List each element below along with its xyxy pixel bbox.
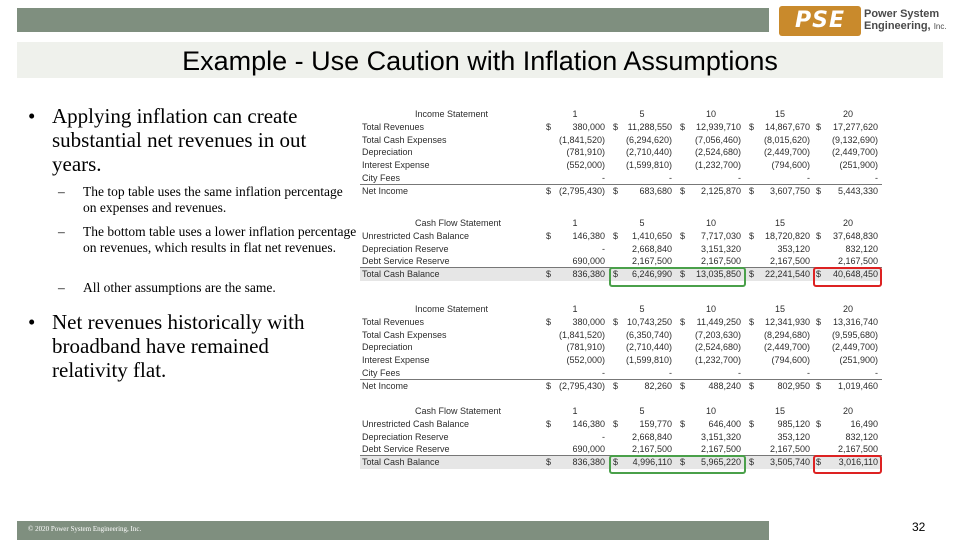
table-row xyxy=(360,146,882,159)
table-cell: (1,232,700) xyxy=(694,160,741,171)
year-header: 5 xyxy=(639,304,645,314)
page-number: 32 xyxy=(912,520,926,534)
table-cell: - xyxy=(669,172,672,183)
bullet-dot: • xyxy=(28,104,36,128)
year-header: 15 xyxy=(774,218,785,228)
row-label: Depreciation xyxy=(362,342,413,353)
dollar-sign: $ xyxy=(546,230,552,241)
table-row xyxy=(360,230,882,243)
table-cell: 3,151,320 xyxy=(700,243,741,254)
table-cell: 12,939,710 xyxy=(695,121,741,132)
table-cell: (9,132,690) xyxy=(831,134,878,145)
row-label: Total Cash Balance xyxy=(362,457,440,468)
table-cell: (2,795,430) xyxy=(558,185,605,196)
table-cell: 2,668,840 xyxy=(631,431,672,442)
table-cell: 22,241,540 xyxy=(764,269,810,280)
table-cell: 380,000 xyxy=(572,121,605,132)
table-cell: 380,000 xyxy=(572,316,605,327)
dollar-sign: $ xyxy=(680,418,686,429)
table-cell: (8,294,680) xyxy=(763,329,810,340)
row-label: Interest Expense xyxy=(362,160,430,171)
dollar-sign: $ xyxy=(816,457,822,468)
table-cell: 10,743,250 xyxy=(626,316,672,327)
top-highlight-red xyxy=(813,267,882,287)
row-label: Depreciation Reserve xyxy=(362,431,449,442)
table-cell: (9,595,680) xyxy=(831,329,878,340)
year-header: 1 xyxy=(572,304,578,314)
table-cell: - xyxy=(807,172,810,183)
row-label: Net Income xyxy=(362,380,409,391)
table-cell: - xyxy=(669,367,672,378)
company-logo xyxy=(779,4,949,38)
table-cell: 3,151,320 xyxy=(700,431,741,442)
table-cell: 353,120 xyxy=(777,243,810,254)
dollar-sign: $ xyxy=(546,380,552,391)
dollar-sign: $ xyxy=(613,269,619,280)
table-header-row xyxy=(360,108,882,121)
table-cell: 985,120 xyxy=(777,418,810,429)
table-cell: 7,717,030 xyxy=(700,230,741,241)
table-row xyxy=(360,134,882,147)
table-cell: 12,341,930 xyxy=(764,316,810,327)
table-cell: (6,350,740) xyxy=(625,329,672,340)
table-cell: 11,449,250 xyxy=(696,316,741,327)
table-cell: (1,599,810) xyxy=(625,355,672,366)
table-header-row xyxy=(360,405,882,418)
year-header: 10 xyxy=(705,218,716,228)
table-cell: 3,607,750 xyxy=(769,185,810,196)
row-label: Total Revenues xyxy=(362,316,425,327)
table-row xyxy=(360,159,882,172)
dollar-sign: $ xyxy=(613,380,619,391)
table-cell: (552,000) xyxy=(566,355,605,366)
table-cell: 5,965,220 xyxy=(700,457,741,468)
table-cell: (794,600) xyxy=(771,355,810,366)
table-cell: - xyxy=(875,172,878,183)
table-cell: (1,841,520) xyxy=(558,329,605,340)
table-cell: (251,900) xyxy=(839,160,878,171)
table-row xyxy=(360,243,882,256)
table-row xyxy=(360,431,882,444)
top-income-table xyxy=(360,108,882,198)
table-cell: 6,246,990 xyxy=(631,269,672,280)
dollar-sign: $ xyxy=(749,380,755,391)
table-cell: (781,910) xyxy=(566,342,605,353)
table-row xyxy=(360,329,882,342)
dollar-sign: $ xyxy=(749,418,755,429)
year-header: 10 xyxy=(705,304,716,314)
dollar-sign: $ xyxy=(680,185,686,196)
bullet-1-text: Applying inflation can create substantial net revenues in out years. xyxy=(52,104,307,176)
table-cell: 1,410,650 xyxy=(631,230,672,241)
year-header: 20 xyxy=(842,218,853,228)
table-cell: 836,380 xyxy=(572,269,605,280)
sub-dash: – xyxy=(58,224,65,239)
dollar-sign: $ xyxy=(749,230,755,241)
table-cell: - xyxy=(738,367,741,378)
dollar-sign: $ xyxy=(546,121,552,132)
table-cell: - xyxy=(875,367,878,378)
dollar-sign: $ xyxy=(613,316,619,327)
table-row xyxy=(360,418,882,431)
table-cell: (2,449,700) xyxy=(831,342,878,353)
year-header: 1 xyxy=(572,109,578,119)
dollar-sign: $ xyxy=(546,316,552,327)
table-cell: 2,167,500 xyxy=(837,256,878,267)
bullet-1 xyxy=(28,104,328,176)
table-cell: 832,120 xyxy=(845,431,878,442)
table-cell: (2,449,700) xyxy=(763,342,810,353)
table-cell: 2,167,500 xyxy=(769,256,810,267)
table-cell: 146,380 xyxy=(572,418,605,429)
table-cell: 1,019,460 xyxy=(837,380,878,391)
table-cell: (8,015,620) xyxy=(763,134,810,145)
table-cell: 2,167,500 xyxy=(769,444,810,455)
sub-dash: – xyxy=(58,184,65,199)
table-cell: - xyxy=(738,172,741,183)
table-cell: 14,867,670 xyxy=(764,121,810,132)
table-cell: 2,668,840 xyxy=(631,243,672,254)
row-label: Total Cash Expenses xyxy=(362,329,447,340)
table-cell: (1,232,700) xyxy=(694,355,741,366)
dollar-sign: $ xyxy=(613,185,619,196)
table-cell: (2,449,700) xyxy=(831,147,878,158)
year-header: 20 xyxy=(842,109,853,119)
year-header: 15 xyxy=(774,304,785,314)
table-cell: (2,524,680) xyxy=(694,342,741,353)
row-label: Debt Service Reserve xyxy=(362,444,450,455)
dollar-sign: $ xyxy=(749,121,755,132)
table-cell: 2,125,870 xyxy=(700,185,741,196)
table-cell: (2,710,440) xyxy=(625,342,672,353)
table-cell: (1,841,520) xyxy=(558,134,605,145)
table-cell: 18,720,820 xyxy=(764,230,810,241)
table-cell: 3,505,740 xyxy=(769,457,810,468)
dollar-sign: $ xyxy=(680,380,686,391)
table-cell: 353,120 xyxy=(777,431,810,442)
dollar-sign: $ xyxy=(816,418,822,429)
sub-bullet-3-text: All other assumptions are the same. xyxy=(83,280,276,295)
table-cell: 832,120 xyxy=(845,243,878,254)
dollar-sign: $ xyxy=(816,185,822,196)
table-row xyxy=(360,380,882,393)
sub-bullet-2-text: The bottom table uses a lower inflation percentage on revenues, which results in flat net revenues. xyxy=(83,224,357,255)
table-cell: (781,910) xyxy=(566,147,605,158)
table-cell: (2,710,440) xyxy=(625,147,672,158)
table-cell: 2,167,500 xyxy=(700,256,741,267)
dollar-sign: $ xyxy=(613,457,619,468)
year-header: 1 xyxy=(572,218,578,228)
dollar-sign: $ xyxy=(816,230,822,241)
dollar-sign: $ xyxy=(546,457,552,468)
table-header-row xyxy=(360,303,882,316)
dollar-sign: $ xyxy=(680,121,686,132)
bottom-highlight-green xyxy=(609,455,746,474)
table-cell: 690,000 xyxy=(572,256,605,267)
table-cell: (2,449,700) xyxy=(763,147,810,158)
table-cell: 4,996,110 xyxy=(632,457,672,468)
year-header: 5 xyxy=(639,218,645,228)
year-header: 15 xyxy=(774,109,785,119)
row-label: Depreciation Reserve xyxy=(362,243,449,254)
year-header: 10 xyxy=(705,109,716,119)
table-cell: 683,680 xyxy=(639,185,672,196)
table-cell: 2,167,500 xyxy=(837,444,878,455)
table-title: Income Statement xyxy=(415,304,489,314)
dollar-sign: $ xyxy=(749,457,755,468)
table-cell: - xyxy=(807,367,810,378)
footer-copyright: © 2020 Power System Engineering, Inc. xyxy=(28,525,142,533)
year-header: 20 xyxy=(842,304,853,314)
logo-mark: PSE xyxy=(779,6,861,36)
table-row xyxy=(360,316,882,329)
table-cell: (2,524,680) xyxy=(694,147,741,158)
table-cell: 16,490 xyxy=(850,418,878,429)
table-cell: 40,648,450 xyxy=(832,269,878,280)
row-label: Depreciation xyxy=(362,147,413,158)
top-highlight-green xyxy=(609,267,746,287)
table-cell: 3,016,110 xyxy=(838,457,878,468)
row-label: Net Income xyxy=(362,185,409,196)
row-label: Unrestricted Cash Balance xyxy=(362,418,470,429)
table-cell: 82,260 xyxy=(644,380,672,391)
sub-bullet-1 xyxy=(58,184,358,216)
dollar-sign: $ xyxy=(613,418,619,429)
table-cell: 146,380 xyxy=(572,230,605,241)
row-label: City Fees xyxy=(362,367,401,378)
dollar-sign: $ xyxy=(680,457,686,468)
bullet-dot: • xyxy=(28,310,36,334)
table-row xyxy=(360,354,882,367)
sub-bullet-3 xyxy=(58,280,358,296)
table-cell: 5,443,330 xyxy=(837,185,878,196)
table-cell: 13,035,850 xyxy=(695,269,741,280)
table-row xyxy=(360,172,882,185)
dollar-sign: $ xyxy=(680,316,686,327)
table-cell: 646,400 xyxy=(708,418,741,429)
bullet-2-text: Net revenues historically with broadband have remained relativity flat. xyxy=(52,310,305,382)
dollar-sign: $ xyxy=(546,269,552,280)
dollar-sign: $ xyxy=(613,230,619,241)
bottom-income-table xyxy=(360,303,882,393)
table-cell: 488,240 xyxy=(708,380,741,391)
dollar-sign: $ xyxy=(816,380,822,391)
table-cell: - xyxy=(602,243,605,254)
table-cell: 17,277,620 xyxy=(832,121,878,132)
sub-dash: – xyxy=(58,280,65,295)
year-header: 1 xyxy=(572,406,578,416)
year-header: 5 xyxy=(639,109,645,119)
row-label: Total Cash Expenses xyxy=(362,134,447,145)
table-cell: (2,795,430) xyxy=(558,380,605,391)
row-label: City Fees xyxy=(362,172,401,183)
dollar-sign: $ xyxy=(546,185,552,196)
dollar-sign: $ xyxy=(546,418,552,429)
sub-bullet-1-text: The top table uses the same inflation percentage on expenses and revenues. xyxy=(83,184,343,215)
table-cell: 13,316,740 xyxy=(832,316,878,327)
dollar-sign: $ xyxy=(816,316,822,327)
logo-line-1: Power System xyxy=(864,8,940,20)
table-cell: (7,056,460) xyxy=(694,134,741,145)
table-row xyxy=(360,121,882,134)
logo-line-2: Engineering, Inc. xyxy=(864,20,947,32)
year-header: 5 xyxy=(639,406,645,416)
table-cell: 2,167,500 xyxy=(631,444,672,455)
dollar-sign: $ xyxy=(816,121,822,132)
table-row xyxy=(360,185,882,198)
bullet-2 xyxy=(28,310,328,382)
row-label: Unrestricted Cash Balance xyxy=(362,230,470,241)
dollar-sign: $ xyxy=(816,269,822,280)
table-row xyxy=(360,341,882,354)
table-cell: (251,900) xyxy=(839,355,878,366)
table-cell: 690,000 xyxy=(572,444,605,455)
year-header: 15 xyxy=(774,406,785,416)
table-title: Cash Flow Statement xyxy=(415,218,502,228)
table-cell: - xyxy=(602,431,605,442)
table-row xyxy=(360,367,882,380)
table-cell: 11,288,550 xyxy=(627,121,672,132)
row-label: Interest Expense xyxy=(362,355,430,366)
table-cell: (552,000) xyxy=(566,160,605,171)
bottom-highlight-red xyxy=(813,455,882,474)
sub-bullet-2 xyxy=(58,224,358,256)
table-cell: (7,203,630) xyxy=(694,329,741,340)
table-title: Income Statement xyxy=(415,109,489,119)
table-cell: - xyxy=(602,172,605,183)
dollar-sign: $ xyxy=(749,185,755,196)
table-title: Cash Flow Statement xyxy=(415,406,502,416)
table-cell: 836,380 xyxy=(572,457,605,468)
table-cell: (6,294,620) xyxy=(625,134,672,145)
dollar-sign: $ xyxy=(613,121,619,132)
slide-title: Example - Use Caution with Inflation Assumptions xyxy=(182,46,778,76)
year-header: 20 xyxy=(842,406,853,416)
table-cell: - xyxy=(602,367,605,378)
row-label: Total Cash Balance xyxy=(362,269,440,280)
table-header-row xyxy=(360,217,882,230)
top-decor-bar xyxy=(17,8,769,32)
row-label: Debt Service Reserve xyxy=(362,256,450,267)
table-cell: 159,770 xyxy=(639,418,672,429)
row-label: Total Revenues xyxy=(362,121,425,132)
dollar-sign: $ xyxy=(680,230,686,241)
table-cell: (1,599,810) xyxy=(625,160,672,171)
table-cell: 2,167,500 xyxy=(700,444,741,455)
table-cell: 37,648,830 xyxy=(832,230,878,241)
dollar-sign: $ xyxy=(680,269,686,280)
table-cell: 2,167,500 xyxy=(631,256,672,267)
table-cell: 802,950 xyxy=(777,380,810,391)
logo-text xyxy=(864,8,947,33)
year-header: 10 xyxy=(705,406,716,416)
dollar-sign: $ xyxy=(749,316,755,327)
dollar-sign: $ xyxy=(749,269,755,280)
table-cell: (794,600) xyxy=(771,160,810,171)
